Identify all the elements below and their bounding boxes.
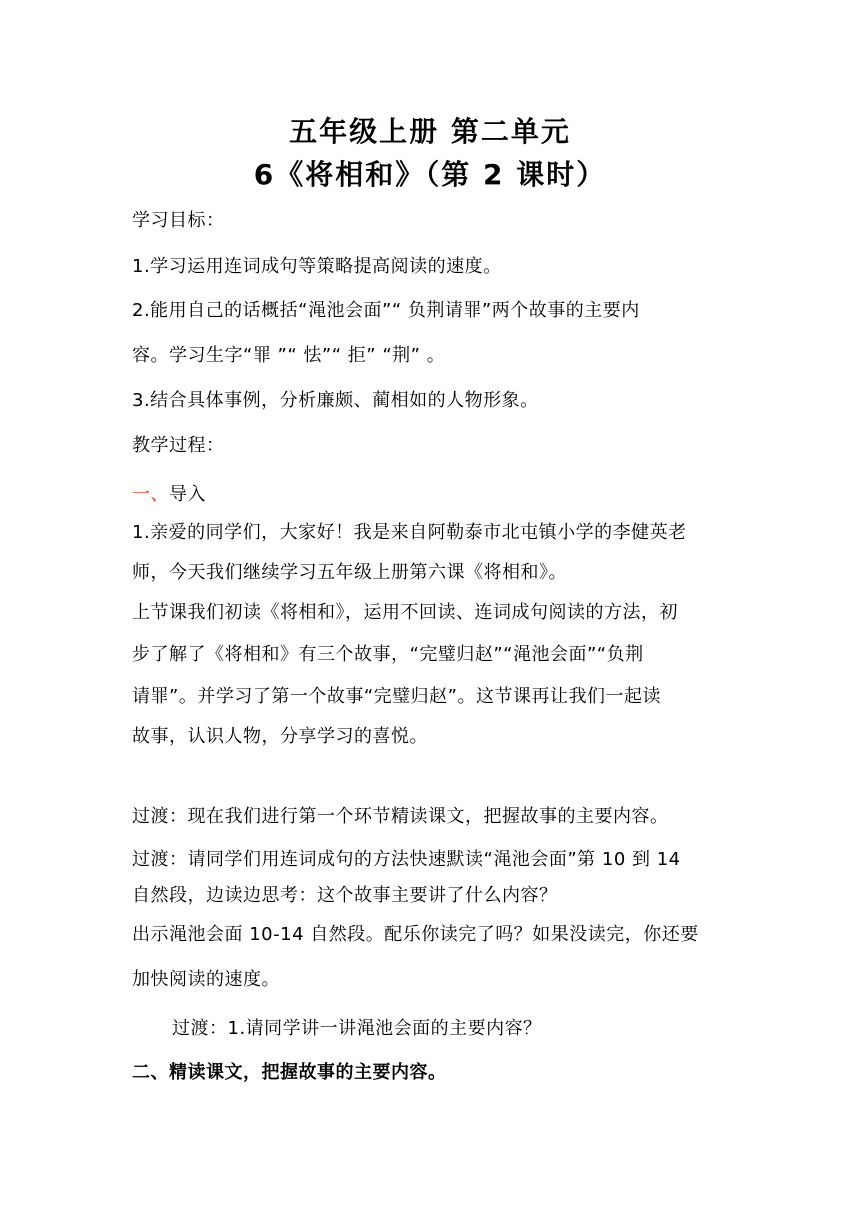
section-1-title: 导入 [169, 484, 206, 505]
section-1-heading [132, 480, 206, 506]
intro-line: 师，今天我们继续学习五年级上册第六课《将相和》。 [132, 562, 567, 583]
objective-item: 3.结合具体事例，分析廉颇、蔺相如的人物形象。 [132, 390, 539, 411]
transition-line: 加快阅读的速度。 [132, 969, 280, 990]
objective-item: 2.能用自己的话概括“渑池会面”“ 负荆请罪”两个故事的主要内 [132, 300, 640, 321]
transition-line: 过渡：1.请同学讲一讲渑池会面的主要内容？ [172, 1018, 542, 1039]
objectives-heading: 学习目标： [132, 210, 225, 231]
transition-line: 过渡：请同学们用连词成句的方法快速默读“渑池会面”第 10 到 14 [132, 849, 681, 870]
intro-line: 上节课我们初读《将相和》，运用不回读、连词成句阅读的方法，初 [132, 602, 678, 623]
process-heading: 教学过程： [132, 435, 225, 456]
objective-item: 容。学习生字“罪 ”“ 怯”“ 拒” “荆” 。 [132, 345, 446, 366]
title-line-1: 五年级上册 第二单元 [289, 115, 571, 148]
intro-line: 请罪”。并学习了第一个故事“完璧归赵”。这节课再让我们一起读 [132, 686, 661, 707]
title-line-2: 6《将相和》（第 2 课时） [253, 158, 607, 191]
transition-line: 出示渑池会面 10-14 自然段。配乐你读完了吗？如果没读完，你还要 [132, 924, 699, 945]
section-2-heading: 二、精读课文，把握故事的主要内容。 [132, 1062, 447, 1083]
section-1-marker: 一、 [132, 484, 169, 505]
intro-line: 1.亲爱的同学们，大家好！我是来自阿勒泰市北屯镇小学的李健英老 [132, 522, 687, 543]
transition-line: 过渡：现在我们进行第一个环节精读课文，把握故事的主要内容。 [132, 806, 669, 827]
intro-line: 步了解了《将相和》有三个故事，“完璧归赵”“渑池会面”“负荆 [132, 644, 644, 665]
transition-line: 自然段，边读边思考：这个故事主要讲了什么内容？ [132, 885, 558, 906]
objective-item: 1.学习运用连词成句等策略提高阅读的速度。 [132, 256, 502, 277]
intro-line: 故事，认识人物，分享学习的喜悦。 [132, 726, 428, 747]
